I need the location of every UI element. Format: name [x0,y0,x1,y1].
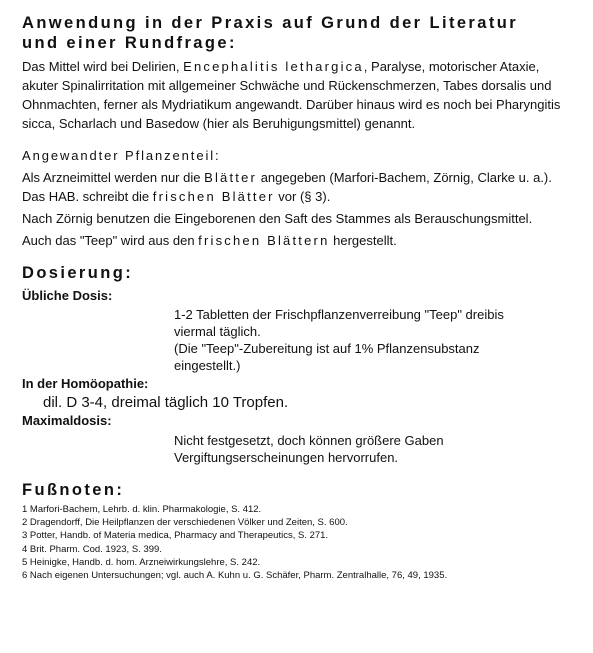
text-run: vor (§ 3). [274,189,331,204]
section-heading-fussnoten: Fußnoten: [22,481,125,499]
footnote-item: 1 Marfori-Bachem, Lehrb. d. klin. Pharmakologie, S. 412. [22,504,262,515]
max-dose-text [174,432,577,466]
footnote-item: 5 Heinigke, Handb. d. hom. Arzneiwirkungslehre, S. 242. [22,556,261,568]
section-heading-pflanzenteil: Angewandter Pflanzenteil: [22,148,221,163]
homeopathy-dose: dil. D 3-4, dreimal täglich 10 Tropfen. [43,394,289,411]
section-heading-anwendung [22,13,577,53]
document-page [22,13,577,582]
text-run: , Paralyse, motorischer Ataxie, akuter Spinalirritation mit allgemeiner Schwäche und Rückenschmerzen, Tabes dorsalis und Ohnmachten, ferner als Mydriatikum angewandt. Darüber hinaus wird es noch bei Pharyngitis sicca, Scharlach und Basedow (hier als Beruhigungsmittel) genannt. [22,59,561,131]
text-run: angegeben (Marfori-Bachem, Zörnig, Clarke u. a.). Das HAB. schreibt die [22,170,552,204]
usual-dose-line: (Die "Teep"-Zubereitung ist auf 1% Pflanzensubstanz [174,341,480,356]
footnote-item: 4 Brit. Pharm. Cod. 1923, S. 399. [22,543,162,555]
footnote-list [22,503,577,582]
spaced-term: Blätter [204,170,258,185]
pflanzenteil-paragraph-1 [22,168,577,206]
max-dose-label: Maximaldosis: [22,413,112,428]
anwendung-paragraph [22,57,577,133]
pflanzenteil-paragraph-2: Nach Zörnig benutzen die Eingeborenen den Saft des Stammes als Berauschungsmittel. [22,211,533,226]
text-run: Das Mittel wird bei Delirien, [22,59,184,74]
usual-dose-line: 1-2 Tabletten der Frischpflanzenverreibung "Teep" dreibis [174,307,504,322]
homeopathy-label: In der Homöopathie: [22,376,149,391]
spaced-term: frischen Blättern [198,233,330,248]
footnote-item: 2 Dragendorff, Die Heilpflanzen der verschiedenen Völker und Zeiten, S. 600. [22,517,348,529]
footnote-item: 6 Nach eigenen Untersuchungen; vgl. auch A. Kuhn u. G. Schäfer, Pharm. Zentralhalle, 76, 49, 1935. [22,570,448,582]
section-heading-dosierung: Dosierung: [22,264,134,282]
pflanzenteil-paragraph-3 [22,231,577,250]
usual-dose-text [174,306,577,374]
usual-dose-label: Übliche Dosis: [22,288,113,303]
usual-dose-line: eingestellt.) [174,358,241,373]
footnote-item: 3 Potter, Handb. of Materia medica, Pharmacy and Therapeutics, S. 271. [22,530,329,542]
usual-dose-line: viermal täglich. [174,324,261,339]
heading-line-2: und einer Rundfrage: [22,34,237,52]
text-run: Als Arzneimittel werden nur die [22,170,205,185]
spaced-term: frischen Blätter [152,189,275,204]
text-run: hergestellt. [329,233,397,248]
max-dose-line: Vergiftungserscheinungen hervorrufen. [174,450,399,465]
spaced-term: Encephalitis lethargica [183,59,364,74]
heading-line-1: Anwendung in der Praxis auf Grund der Literatur [22,14,519,32]
max-dose-line: Nicht festgesetzt, doch können größere Gaben [174,433,444,448]
text-run: Auch das "Teep" wird aus den [22,233,199,248]
